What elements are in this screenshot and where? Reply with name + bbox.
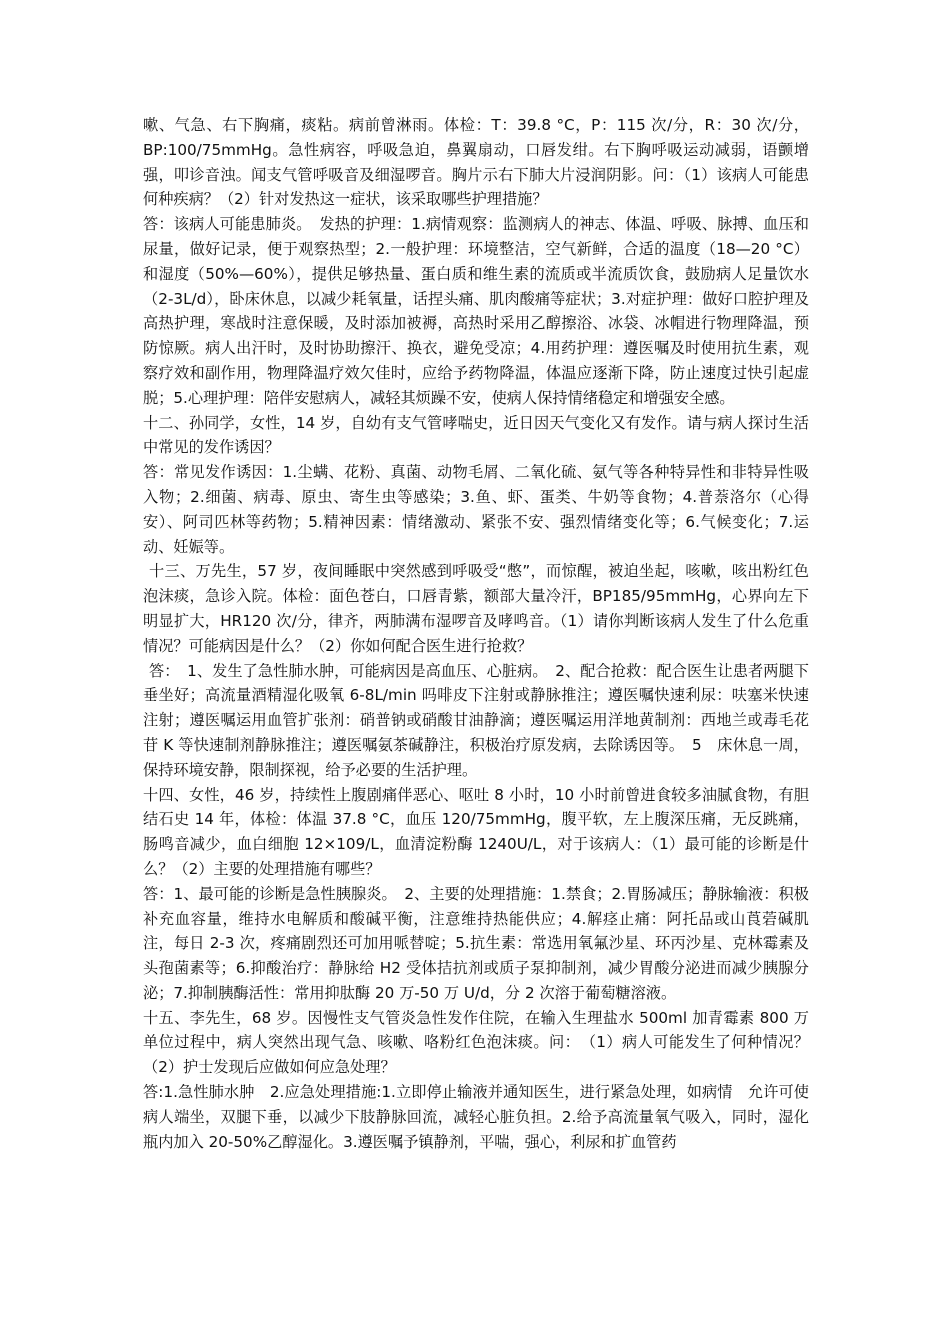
- paragraph-case-eleven-answer: 答：该病人可能患肺炎。 发热的护理：1.病情观察：监测病人的神志、体温、呼吸、脉搏、血压和尿量，做好记录，便于观察热型；2.一般护理：环境整洁，空气新鲜，合适的温度（18—20 °C）和湿度（50%—60%），提供足够热量、蛋白质和维生素的流质或半流质饮食，鼓励病人足量饮水（2-3L/d），卧床休息，以减少耗氧量，话捏头痛、肌肉酸痛等症状；3.对症护理：做好口腔护理及高热护理，寒战时注意保暖，及时添加被褥，高热时采用乙醇擦浴、冰袋、冰帽进行物理降温，预防惊厥。病人出汗时，及时协助擦汗、换衣，避免受凉；4.用药护理：遵医嘱及时使用抗生素，观察疗效和副作用，物理降温疗效欠佳时，应给予药物降温，体温应逐渐下降，防止速度过快引起虚脱；5.心理护理：陪伴安慰病人，减轻其烦躁不安，使病人保持情绪稳定和增强安全感。: [143, 215, 809, 407]
- paragraph-case-twelve-question: 十二、孙同学，女性，14 岁，自幼有支气管哮喘史，近日因天气变化又有发作。请与病人探讨生活中常见的发作诱因？: [143, 413, 809, 457]
- paragraph-case-fourteen-question: 十四、女性，46 岁，持续性上腹剧痛伴恶心、呕吐 8 小时，10 小时前曾进食较多油腻食物，有胆结石史 14 年，体检：体温 37.8 °C，血压 120/75mmHg，腹平软，左上腹深压痛，无反跳痛，肠鸣音减少，血白细胞 12×109/L，血清淀粉酶 1240U/L，对于该病人：（1）最可能的诊断是什么？（2）主要的处理措施有哪些？: [143, 785, 809, 878]
- document-body: [143, 113, 809, 1154]
- paragraph-case-eleven-description: 嗽、气急、右下胸痛，痰粘。病前曾淋雨。体检：T：39.8 °C，P：115 次/分，R：30 次/分，BP:100/75mmHg。急性病容，呼吸急迫，鼻翼扇动，口唇发绀。右下胸呼吸运动减弱，语颤增强，叩诊音浊。闻支气管呼吸音及细湿啰音。胸片示右下肺大片浸润阴影。问：（1）该病人可能患何种疾病？（2）针对发热这一症状，该采取哪些护理措施？: [143, 116, 809, 209]
- paragraph-case-twelve-answer: 答：常见发作诱因：1.尘螨、花粉、真菌、动物毛屑、二氧化硫、氨气等各种特异性和非特异性吸入物；2.细菌、病毒、原虫、寄生虫等感染；3.鱼、虾、蛋类、牛奶等食物；4.普萘洛尔（心得安）、阿司匹林等药物；5.精神因素：情绪激动、紧张不安、强烈情绪变化等；6.气候变化；7.运动、妊娠等。: [143, 463, 809, 556]
- paragraph-case-fifteen-answer: 答:1.急性肺水肿 2.应急处理措施:1.立即停止输液并通知医生，进行紧急处理，如病情 允许可使病人端坐，双腿下垂，以减少下肢静脉回流，减轻心脏负担。2.给予高流量氧气吸入，同时，湿化瓶内加入 20-50%乙醇湿化。3.遵医嘱予镇静剂，平喘，强心，利尿和扩血管药: [143, 1083, 809, 1151]
- paragraph-case-thirteen-question: 十三、万先生，57 岁，夜间睡眠中突然感到呼吸受“憋”，而惊醒，被迫坐起，咳嗽，咳出粉红色泡沫痰，急诊入院。体检：面色苍白，口唇青紫，额部大量冷汗，BP185/95mmHg，心界向左下明显扩大，HR120 次/分，律齐，两肺满布湿啰音及哮鸣音。（1）请你判断该病人发生了什么危重情况？可能病因是什么？（2）你如何配合医生进行抢救？: [143, 562, 809, 655]
- paragraph-case-thirteen-answer: 答： 1、发生了急性肺水肿，可能病因是高血压、心脏病。 2、配合抢救：配合医生让患者两腿下垂坐好；高流量酒精湿化吸氧 6-8L/min 吗啡皮下注射或静脉推注；遵医嘱快速利尿：呋塞米快速注射；遵医嘱运用血管扩张剂：硝普钠或硝酸甘油静滴；遵医嘱运用洋地黄制剂：西地兰或毒毛花苷 K 等快速制剂静脉推注；遵医嘱氨茶碱静注，积极治疗原发病，去除诱因等。 5 床休息一周，保持环境安静，限制探视，给予必要的生活护理。: [143, 661, 809, 779]
- paragraph-case-fifteen-question: 十五、李先生，68 岁。因慢性支气管炎急性发作住院，在输入生理盐水 500ml 加青霉素 800 万单位过程中，病人突然出现气急、咳嗽、咯粉红色泡沫痰。问： （1）病人可能发生了何种情况？（2）护士发现后应做如何应急处理？: [143, 1008, 809, 1077]
- paragraph-case-fourteen-answer: 答：1、最可能的诊断是急性胰腺炎。 2、主要的处理措施：1.禁食；2.胃肠减压；静脉输液：积极补充血容量，维持水电解质和酸碱平衡，注意维持热能供应；4.解痉止痛：阿托品或山莨菪碱肌注，每日 2-3 次，疼痛剧烈还可加用哌替啶；5.抗生素：常选用氧氟沙星、环丙沙星、克林霉素及头孢菌素等；6.抑酸治疗：静脉给 H2 受体拮抗剂或质子泵抑制剂，减少胃酸分泌进而减少胰腺分泌；7.抑制胰酶活性：常用抑肽酶 20 万-50 万 U/d，分 2 次溶于葡萄糖溶液。: [143, 884, 809, 1002]
